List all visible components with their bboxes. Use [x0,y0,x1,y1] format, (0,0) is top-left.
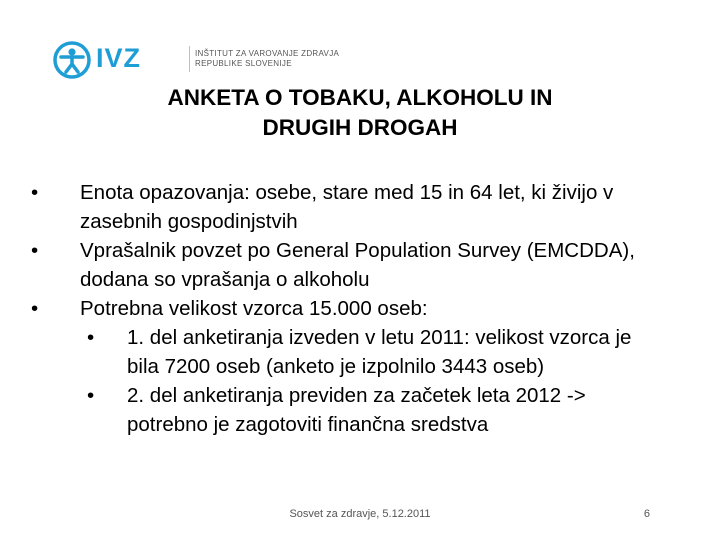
slide-title-line2: DRUGIH DROGAH [262,115,458,140]
slide-title-line1: ANKETA O TOBAKU, ALKOHOLU IN [167,85,553,110]
sub-bullet-item [0,381,652,439]
page-number: 6 [643,508,650,520]
sub-bullet-marker: • [87,384,95,407]
logo-institution-line1: INŠTITUT ZA VAROVANJE ZDRAVJA [195,49,340,58]
ivz-person-icon [52,40,92,80]
bullet-marker: • [31,239,39,262]
bullet-item [0,294,650,323]
bullet-text: Potrebna velikost vzorca 15.000 oseb: [80,297,428,320]
ivz-logo [52,40,340,80]
sub-bullet-text: 2. del anketiranja previden za začetek leta 2012 -> potrebno je zagotoviti finančna sredstva [127,384,586,436]
bullet-text: Enota opazovanja: osebe, stare med 15 in 64 let, ki živijo v zasebnih gospodinjstvih [80,181,614,233]
sub-bullet-text: 1. del anketiranja izveden v letu 2011: velikost vzorca je bila 7200 oseb (anketo je izpolnilo 3443 oseb) [127,326,632,378]
logo-divider [189,46,190,72]
sub-bullet-marker: • [87,326,95,349]
sub-bullet-item [0,323,652,381]
bullet-text: Vprašalnik povzet po General Population Survey (EMCDDA), dodana so vprašanja o alkoholu [80,239,635,291]
bullet-item [0,236,650,294]
bullet-marker: • [31,297,39,320]
footer-text: Sosvet za zdravje, 5.12.2011 [289,508,431,520]
bullet-marker: • [31,181,39,204]
bullet-list [0,178,720,439]
logo-institution-line2: REPUBLIKE SLOVENIJE [195,59,292,68]
logo-abbreviation: IVZ [96,43,142,73]
bullet-item [0,178,650,236]
slide-title [60,83,660,143]
